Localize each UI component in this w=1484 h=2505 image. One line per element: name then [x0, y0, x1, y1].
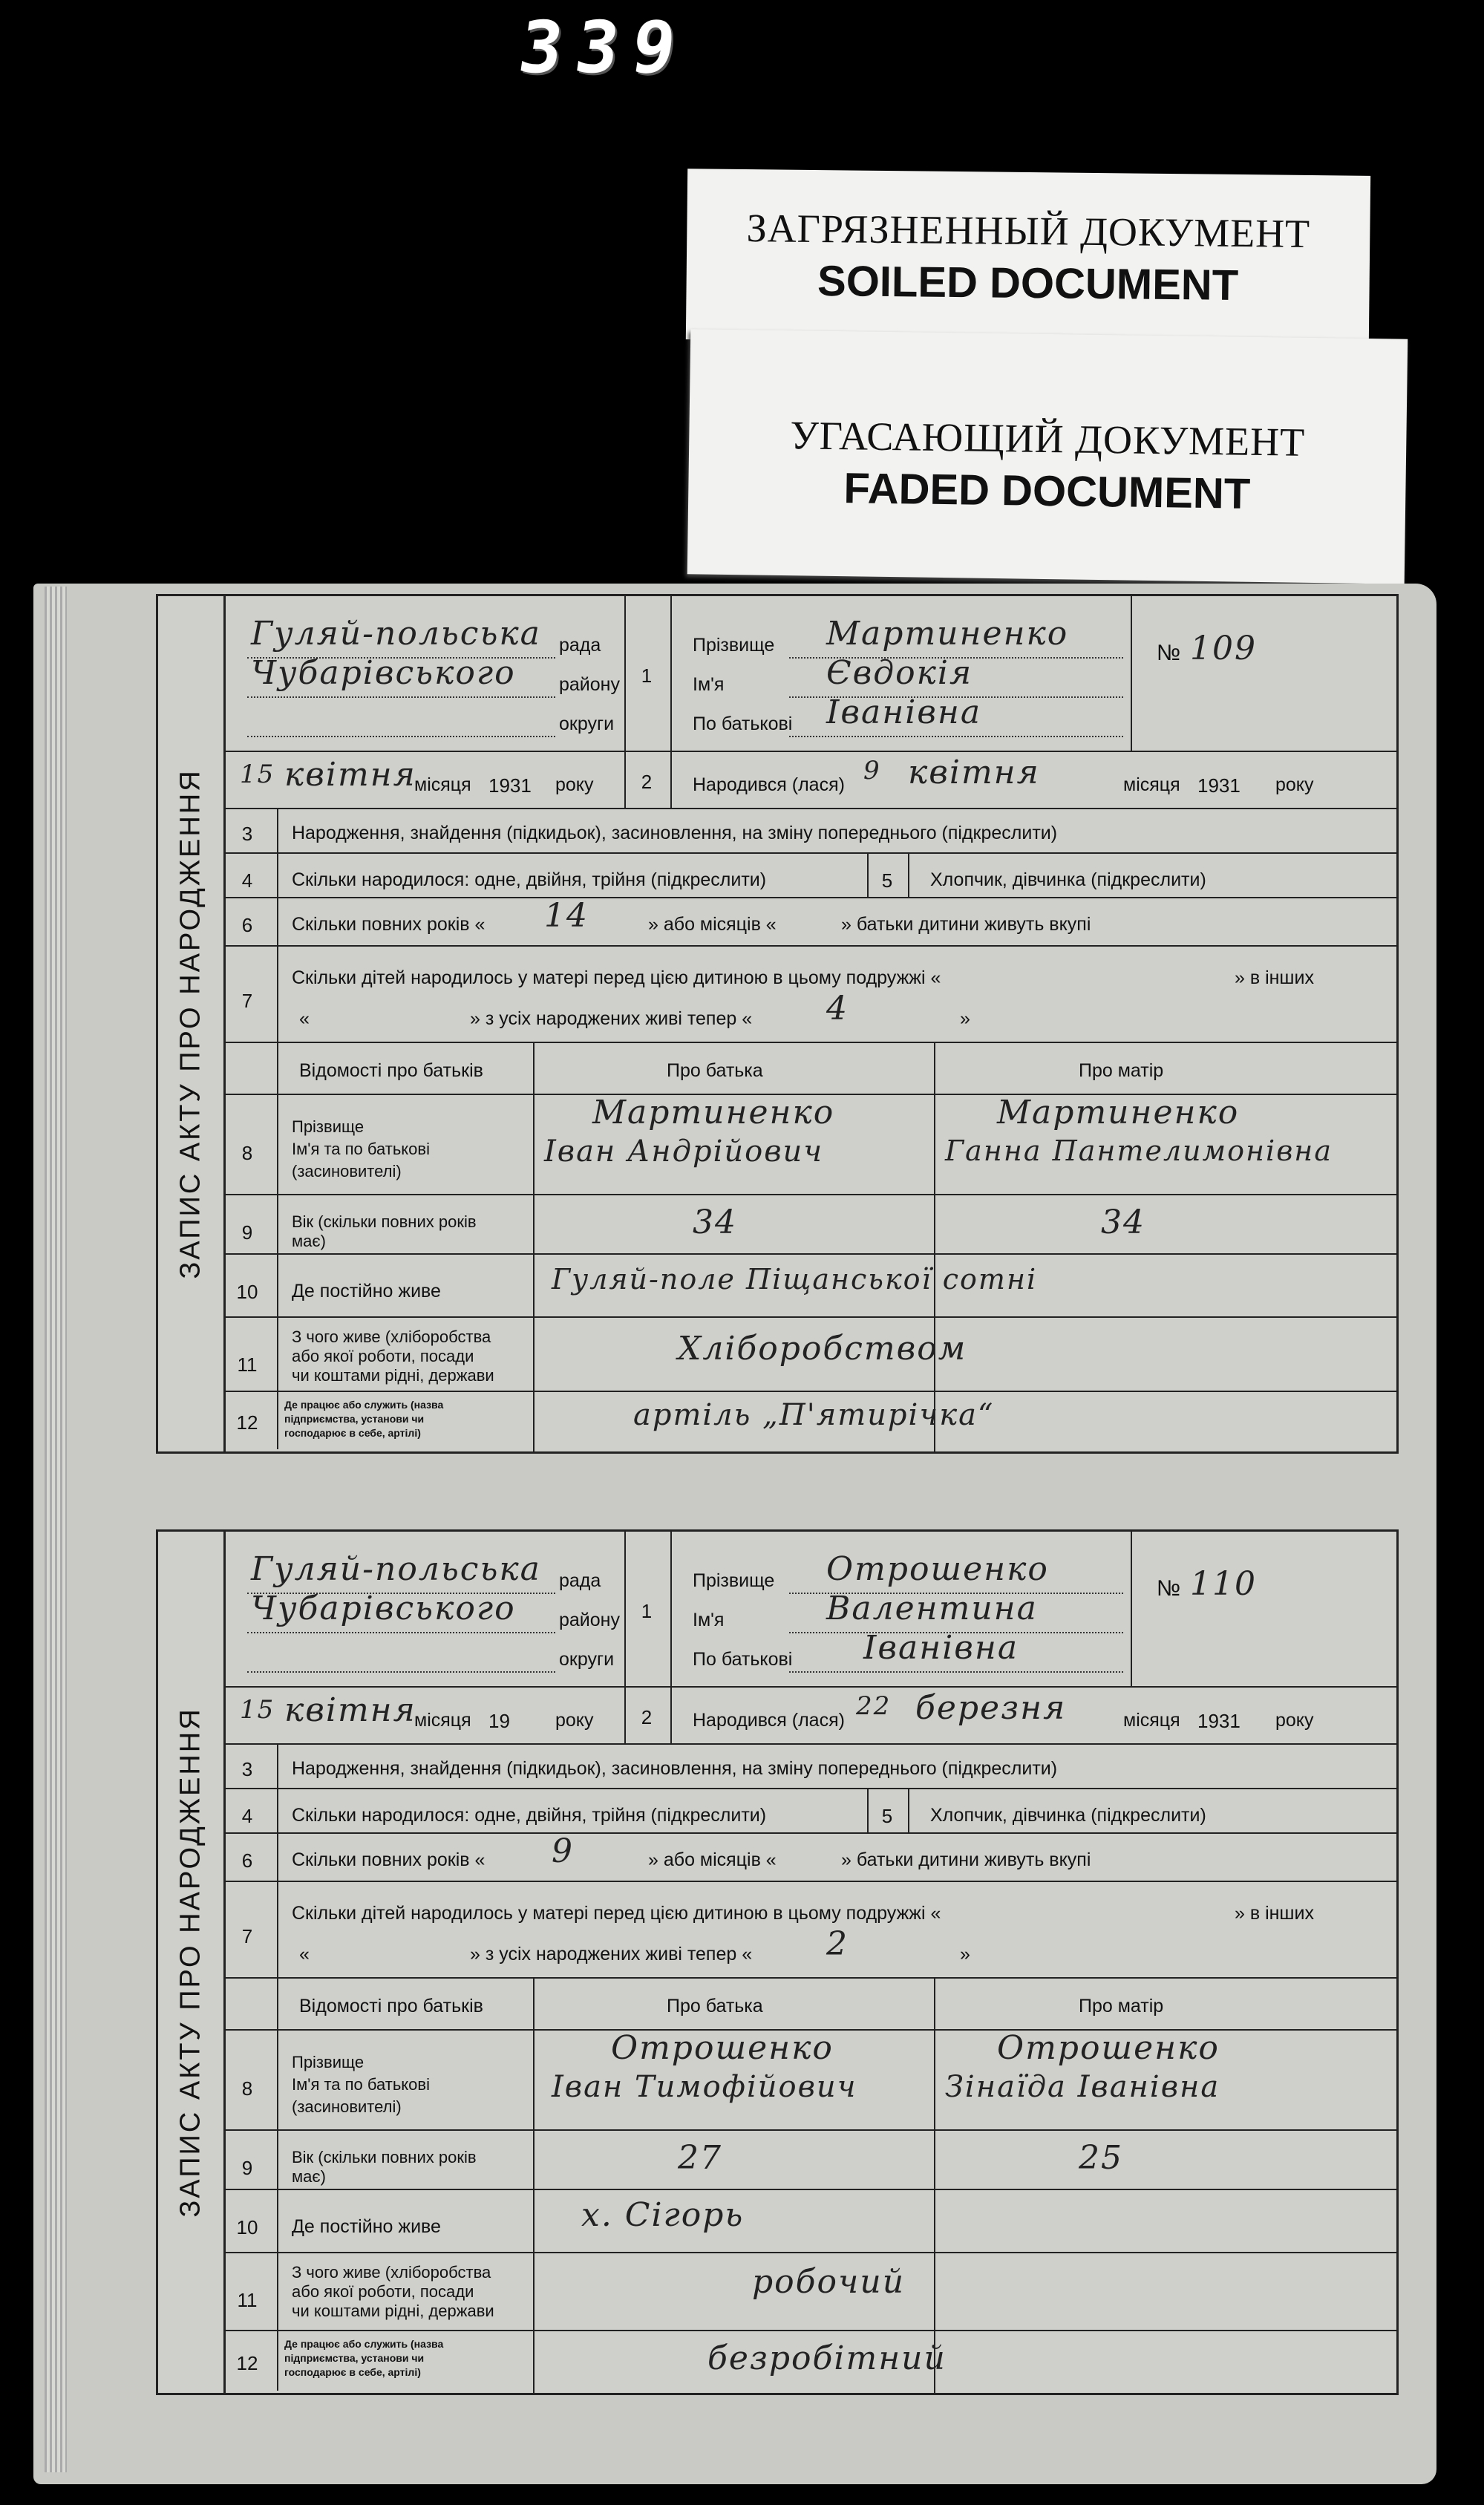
- mother-name: Ганна Пантелимонівна: [945, 1134, 1333, 1167]
- name-label: Ім'я: [693, 1610, 725, 1630]
- r10-label: Де постійно живе: [292, 2216, 441, 2237]
- row-number: 4: [241, 869, 253, 892]
- faded-label-ru: УГАСАЮЩИЙ ДОКУМЕНТ: [790, 413, 1306, 465]
- row-number: 4: [241, 1805, 253, 1827]
- birth-month-value: квітня: [908, 754, 1040, 791]
- patronymic-label: По батькові: [693, 1649, 793, 1670]
- row3-text: Народження, знайдення (підкидьок), засиновлення, на зміну попереднього (підкреслити): [292, 1758, 1058, 1779]
- r12-label: Де працює або служить (назва підприємства, установи чи господарює в себе, артілі): [284, 2338, 444, 2378]
- row6-text-c: » батьки дитини живуть вкупі: [841, 914, 1091, 935]
- page-stack-edge: [45, 587, 67, 2472]
- row6-text-a: Скільки повних років «: [292, 1849, 486, 1870]
- row-number: 1: [641, 664, 653, 687]
- reg-year-label: року: [555, 774, 594, 795]
- years-together-value: 9: [552, 1832, 574, 1870]
- soiled-document-label: [686, 169, 1370, 347]
- birth-day-value: 22: [856, 1691, 892, 1721]
- parents-header: Відомості про батьків: [299, 1996, 483, 2016]
- father-age: 34: [693, 1203, 737, 1241]
- father-age: 27: [678, 2139, 722, 2177]
- row-number: 2: [641, 771, 653, 793]
- mother-age: 25: [1079, 2139, 1123, 2177]
- mother-header: Про матір: [1079, 1996, 1164, 2016]
- raion-label: району: [559, 674, 620, 695]
- side-title: ЗАПИС АКТУ ПРО НАРОДЖЕННЯ: [174, 768, 206, 1279]
- r10-label: Де постійно живе: [292, 1281, 441, 1302]
- r9-label: Вік (скільки повних років має): [292, 2148, 477, 2186]
- okrug-label: округи: [559, 713, 615, 734]
- row-number: 9: [241, 1221, 253, 1244]
- residence: Гуляй-поле Піщанської сотні: [552, 1263, 1038, 1296]
- mother-age: 34: [1101, 1203, 1145, 1241]
- father-name: Іван Андрійович: [544, 1134, 824, 1169]
- row6-text-b: » або місяців «: [648, 914, 777, 935]
- mother-name: Зінаїда Іванівна: [945, 2070, 1220, 2104]
- rada-value: Гуляй-польська: [251, 615, 541, 653]
- children-alive-value: 4: [826, 990, 849, 1028]
- patronymic-value: Іванівна: [863, 1629, 1019, 1667]
- row-number: 5: [881, 1805, 893, 1827]
- row-number: 11: [237, 2289, 258, 2311]
- folio-number: 339: [514, 6, 695, 89]
- name-label: Ім'я: [693, 674, 725, 695]
- okrug-label: округи: [559, 1649, 615, 1670]
- row7-text-d: » з усіх народжених живі тепер «: [470, 1008, 753, 1029]
- reg-month-label: місяця: [414, 774, 471, 795]
- faded-label-en: FADED DOCUMENT: [843, 464, 1251, 518]
- side-title-bar: [158, 596, 226, 1451]
- row6-text-a: Скільки повних років «: [292, 914, 486, 935]
- workplace: артіль „П'ятирічка“: [633, 1398, 995, 1432]
- reg-day-value: 15: [240, 760, 275, 789]
- record-number: 109: [1190, 630, 1257, 667]
- row7-text-a: Скільки дітей народилось у матері перед цією дитиною в цьому подружжі «: [292, 967, 941, 988]
- row7-text-e: »: [960, 1944, 970, 1965]
- r9-label: Вік (скільки повних років має): [292, 1212, 477, 1250]
- father-name: Іван Тимофійович: [552, 2070, 857, 2104]
- birth-year-value: 1931: [1197, 1710, 1241, 1732]
- reg-month-value: квітня: [284, 756, 416, 794]
- residence: х. Сігорь: [581, 2196, 745, 2234]
- rada-value: Гуляй-польська: [251, 1550, 541, 1588]
- side-title: ЗАПИС АКТУ ПРО НАРОДЖЕННЯ: [174, 1707, 206, 2218]
- mother-header: Про матір: [1079, 1060, 1164, 1081]
- birth-year-value: 1931: [1197, 774, 1241, 797]
- row-number: 3: [241, 1758, 253, 1780]
- soiled-label-en: SOILED DOCUMENT: [817, 257, 1239, 310]
- mother-surname: Отрошенко: [997, 2029, 1220, 2067]
- soiled-label-ru: ЗАГРЯЗНЕННЫЙ ДОКУМЕНТ: [746, 206, 1311, 256]
- row-number: 8: [241, 2077, 253, 2100]
- r8-label: Прізвище Ім'я та по батькові (засиновителі): [292, 2053, 430, 2116]
- row-number: 1: [641, 1600, 653, 1622]
- reg-month-label: місяця: [414, 1710, 471, 1731]
- birth-record-1: [156, 594, 1399, 1454]
- row6-text-b: » або місяців «: [648, 1849, 777, 1870]
- row-number: 6: [241, 914, 253, 936]
- father-surname: Отрошенко: [611, 2029, 834, 2067]
- row4-text: Скільки народилося: одне, двійня, трійня (підкреслити): [292, 1805, 767, 1826]
- birth-day-value: 9: [863, 756, 881, 786]
- row-number: 12: [236, 2352, 258, 2374]
- reg-year-value: 1931: [488, 774, 532, 797]
- reg-month-value: квітня: [284, 1691, 416, 1729]
- birth-month-value: березня: [915, 1689, 1067, 1727]
- row-number: 9: [241, 2157, 253, 2179]
- side-title-bar: [158, 1532, 226, 2393]
- birth-label: Народився (лася): [693, 774, 845, 795]
- father-surname: Мартиненко: [592, 1094, 835, 1131]
- raion-value: Чубарівського: [251, 654, 516, 692]
- birth-record-2: [156, 1529, 1399, 2395]
- row-number: 7: [241, 1925, 253, 1947]
- raion-label: району: [559, 1610, 620, 1630]
- r11-label: З чого живе (хліборобства або якої роботи, посади чи коштами рідні, держави: [292, 2263, 494, 2320]
- patronymic-value: Іванівна: [826, 693, 982, 731]
- row7-text-b: » в інших: [1235, 967, 1314, 988]
- row-number: 12: [236, 1411, 258, 1434]
- birth-label: Народився (лася): [693, 1710, 845, 1731]
- row7-text-c: «: [299, 1944, 310, 1965]
- number-label: №: [1157, 1576, 1181, 1601]
- row3-text: Народження, знайдення (підкидьок), засиновлення, на зміну попереднього (підкреслити): [292, 823, 1058, 843]
- row6-text-c: » батьки дитини живуть вкупі: [841, 1849, 1091, 1870]
- surname-label: Прізвище: [693, 635, 775, 656]
- row-number: 10: [236, 2216, 258, 2238]
- birth-month-label: місяця: [1123, 1710, 1180, 1731]
- years-together-value: 14: [544, 897, 589, 935]
- patronymic-label: По батькові: [693, 713, 793, 734]
- rada-label: рада: [559, 635, 601, 656]
- row7-text-d: » з усіх народжених живі тепер «: [470, 1944, 753, 1965]
- birth-month-label: місяця: [1123, 774, 1180, 795]
- occupation: робочий: [752, 2263, 906, 2301]
- name-value: Євдокія: [826, 654, 973, 692]
- row-number: 6: [241, 1849, 253, 1872]
- reg-year-label: року: [555, 1710, 594, 1731]
- r11-label: З чого живе (хліборобства або якої роботи, посади чи коштами рідні, держави: [292, 1327, 494, 1385]
- record-number: 110: [1190, 1565, 1257, 1603]
- row-number: 8: [241, 1142, 253, 1164]
- birth-year-label: року: [1275, 774, 1314, 795]
- row7-text-a: Скільки дітей народилось у матері перед цією дитиною в цьому подружжі «: [292, 1903, 941, 1924]
- row-number: 7: [241, 990, 253, 1012]
- r12-label: Де працює або служить (назва підприємства, установи чи господарює в себе, артілі): [284, 1399, 444, 1439]
- row5-text: Хлопчик, дівчинка (підкреслити): [930, 869, 1206, 890]
- surname-value: Мартиненко: [826, 615, 1069, 653]
- faded-document-label: [687, 329, 1408, 584]
- number-label: №: [1157, 641, 1181, 665]
- parents-header: Відомості про батьків: [299, 1060, 483, 1081]
- row-number: 3: [241, 823, 253, 845]
- father-header: Про батька: [667, 1996, 763, 2016]
- father-header: Про батька: [667, 1060, 763, 1081]
- children-alive-value: 2: [826, 1925, 849, 1963]
- row-number: 10: [236, 1281, 258, 1303]
- row7-text-c: «: [299, 1008, 310, 1029]
- name-value: Валентина: [826, 1590, 1038, 1627]
- workplace: безробітний: [707, 2339, 947, 2377]
- raion-value: Чубарівського: [251, 1590, 516, 1627]
- row7-text-b: » в інших: [1235, 1903, 1314, 1924]
- reg-day-value: 15: [240, 1695, 275, 1725]
- occupation: Хліборобством: [678, 1330, 967, 1368]
- reg-year-prefix: 19: [488, 1710, 510, 1732]
- r8-label: Прізвище Ім'я та по батькові (засиновителі): [292, 1117, 430, 1180]
- rada-label: рада: [559, 1570, 601, 1591]
- row4-text: Скільки народилося: одне, двійня, трійня (підкреслити): [292, 869, 767, 890]
- row-number: 11: [237, 1353, 258, 1376]
- surname-value: Отрошенко: [826, 1550, 1049, 1588]
- surname-label: Прізвище: [693, 1570, 775, 1591]
- row7-text-e: »: [960, 1008, 970, 1029]
- row-number: 2: [641, 1706, 653, 1728]
- birth-year-label: року: [1275, 1710, 1314, 1731]
- row-number: 5: [881, 869, 893, 892]
- mother-surname: Мартиненко: [997, 1094, 1240, 1131]
- row5-text: Хлопчик, дівчинка (підкреслити): [930, 1805, 1206, 1826]
